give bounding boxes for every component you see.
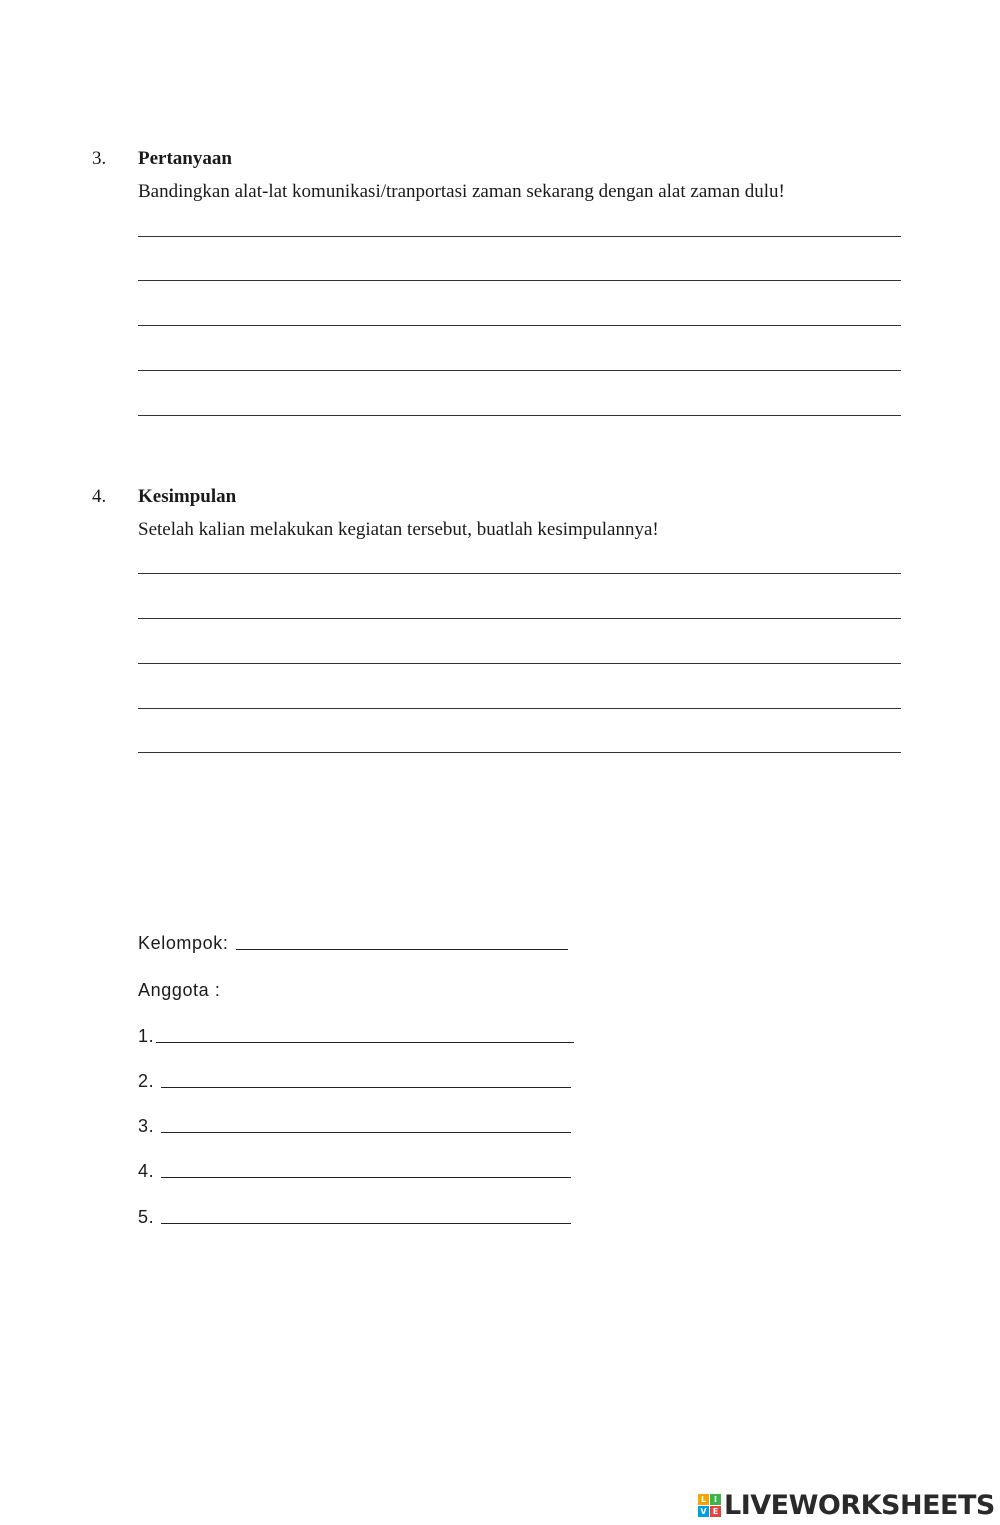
member-row <box>138 1207 571 1228</box>
logo-tile: V <box>698 1506 709 1517</box>
answer-line-2[interactable] <box>138 618 901 619</box>
group-label: Kelompok: <box>138 933 229 953</box>
answer-line-3[interactable] <box>138 325 901 326</box>
member-number: 4. <box>138 1161 155 1181</box>
member-name-field[interactable] <box>161 1223 571 1224</box>
section-prompt: Bandingkan alat-lat komunikasi/tranportasi zaman sekarang dengan alat zaman dulu! <box>138 181 785 202</box>
group-row <box>138 933 568 954</box>
answer-line-4[interactable] <box>138 708 901 709</box>
group-name-field[interactable] <box>236 949 568 950</box>
section-number: 4. <box>92 486 107 507</box>
answer-line-2[interactable] <box>138 280 901 281</box>
members-label: Anggota : <box>138 980 221 1000</box>
liveworksheets-logo[interactable] <box>698 1490 995 1521</box>
answer-line-1[interactable] <box>138 573 901 574</box>
section-heading: Kesimpulan <box>138 486 237 507</box>
member-name-field[interactable] <box>161 1087 571 1088</box>
logo-tile: I <box>710 1494 721 1505</box>
answer-line-5[interactable] <box>138 415 901 416</box>
member-name-field[interactable] <box>161 1177 571 1178</box>
member-row <box>138 1161 571 1182</box>
member-row <box>138 1071 571 1092</box>
answer-line-4[interactable] <box>138 370 901 371</box>
liveworksheets-logo-icon <box>698 1494 721 1517</box>
member-number: 5. <box>138 1207 155 1227</box>
member-row <box>138 1116 571 1137</box>
logo-tile: L <box>698 1494 709 1505</box>
members-row <box>138 980 220 1001</box>
answer-line-1[interactable] <box>138 236 901 237</box>
section-prompt: Setelah kalian melakukan kegiatan tersebut, buatlah kesimpulannya! <box>138 519 659 540</box>
member-number: 1. <box>138 1026 155 1046</box>
section-heading: Pertanyaan <box>138 148 232 169</box>
section-number: 3. <box>92 148 107 169</box>
member-number: 2. <box>138 1071 155 1091</box>
member-row <box>138 1026 574 1047</box>
member-name-field[interactable] <box>161 1132 571 1133</box>
answer-line-3[interactable] <box>138 663 901 664</box>
answer-line-5[interactable] <box>138 752 901 753</box>
brand-name: LIVEWORKSHEETS <box>724 1490 995 1521</box>
member-name-field[interactable] <box>156 1042 574 1043</box>
member-number: 3. <box>138 1116 155 1136</box>
logo-tile: E <box>710 1506 721 1517</box>
